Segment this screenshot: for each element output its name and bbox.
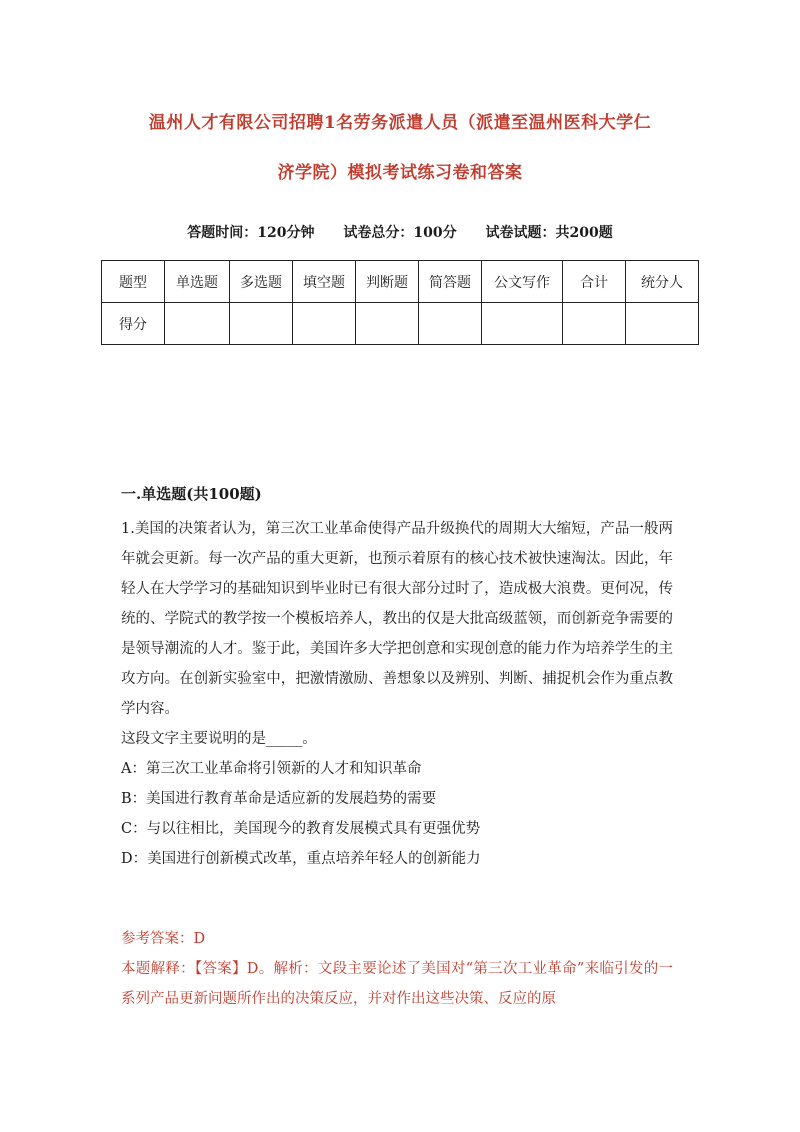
score-row-label: 得分 <box>102 303 165 345</box>
score-cell <box>626 303 699 345</box>
exam-question-count: 试卷试题：共200题 <box>485 225 613 241</box>
score-header-cell: 合计 <box>563 261 626 303</box>
option-b: B：美国进行教育革命是适应新的发展趋势的需要 <box>121 791 437 807</box>
option-c: C：与以往相比，美国现今的教育发展模式具有更强优势 <box>121 821 481 837</box>
score-header-cell: 填空题 <box>293 261 356 303</box>
answer-explanation: 本题解释：【答案】D。解析：文段主要论述了美国对“第三次工业革命”来临引发的一系列产品更新问题所作出的决策反应，并对作出这些决策、反应的原 <box>121 961 673 1007</box>
title-line-2: 济学院）模拟考试练习卷和答案 <box>277 163 523 183</box>
score-header-cell: 判断题 <box>356 261 419 303</box>
score-table-score-row <box>102 303 699 345</box>
score-header-cell: 统分人 <box>626 261 699 303</box>
title-line-1: 温州人才有限公司招聘1名劳务派遣人员（派遣至温州医科大学仁 <box>148 113 652 133</box>
score-header-cell: 单选题 <box>165 261 230 303</box>
score-header-cell: 多选题 <box>230 261 293 303</box>
option-a: A：第三次工业革命将引领新的人才和知识革命 <box>121 761 422 777</box>
score-cell <box>165 303 230 345</box>
exam-time: 答题时间：120分钟 <box>187 225 315 241</box>
score-table <box>101 260 699 345</box>
score-cell <box>419 303 482 345</box>
exam-total-score: 试卷总分：100分 <box>343 225 457 241</box>
score-table-header-row <box>102 261 699 303</box>
question-stem: 1.美国的决策者认为，第三次工业革命使得产品升级换代的周期大大缩短，产品一般两年就会更新。每一次产品的重大更新，也预示着原有的核心技术被快速淘汰。因此，年轻人在大学学习的基础知识到毕业时已有很大部分过时了，造成极大浪费。更何况，传统的、学院式的教学按一个模板培养人，教出的仅是大批高级蓝领，而创新竞争需要的是领导潮流的人才。鉴于此，美国许多大学把创意和实现创意的能力作为培养学生的主攻方向。在创新实验室中，把激情激励、善想象以及辨别、判断、捕捉机会作为重点教学内容。 <box>121 521 673 717</box>
section-title: 一.单选题(共100题) <box>121 485 262 503</box>
reference-answer: 参考答案：D <box>121 931 206 947</box>
score-header-cell: 公文写作 <box>482 261 563 303</box>
score-header-cell: 简答题 <box>419 261 482 303</box>
score-cell <box>356 303 419 345</box>
score-cell <box>293 303 356 345</box>
question-1 <box>121 514 673 874</box>
score-cell <box>482 303 563 345</box>
exam-meta <box>100 222 700 242</box>
score-header-cell: 题型 <box>102 261 165 303</box>
score-cell <box>230 303 293 345</box>
document-title <box>100 98 700 198</box>
score-cell <box>563 303 626 345</box>
answer-block <box>121 924 673 1014</box>
option-d: D：美国进行创新模式改革，重点培养年轻人的创新能力 <box>121 851 481 867</box>
question-prompt: 这段文字主要说明的是_____。 <box>121 731 317 747</box>
